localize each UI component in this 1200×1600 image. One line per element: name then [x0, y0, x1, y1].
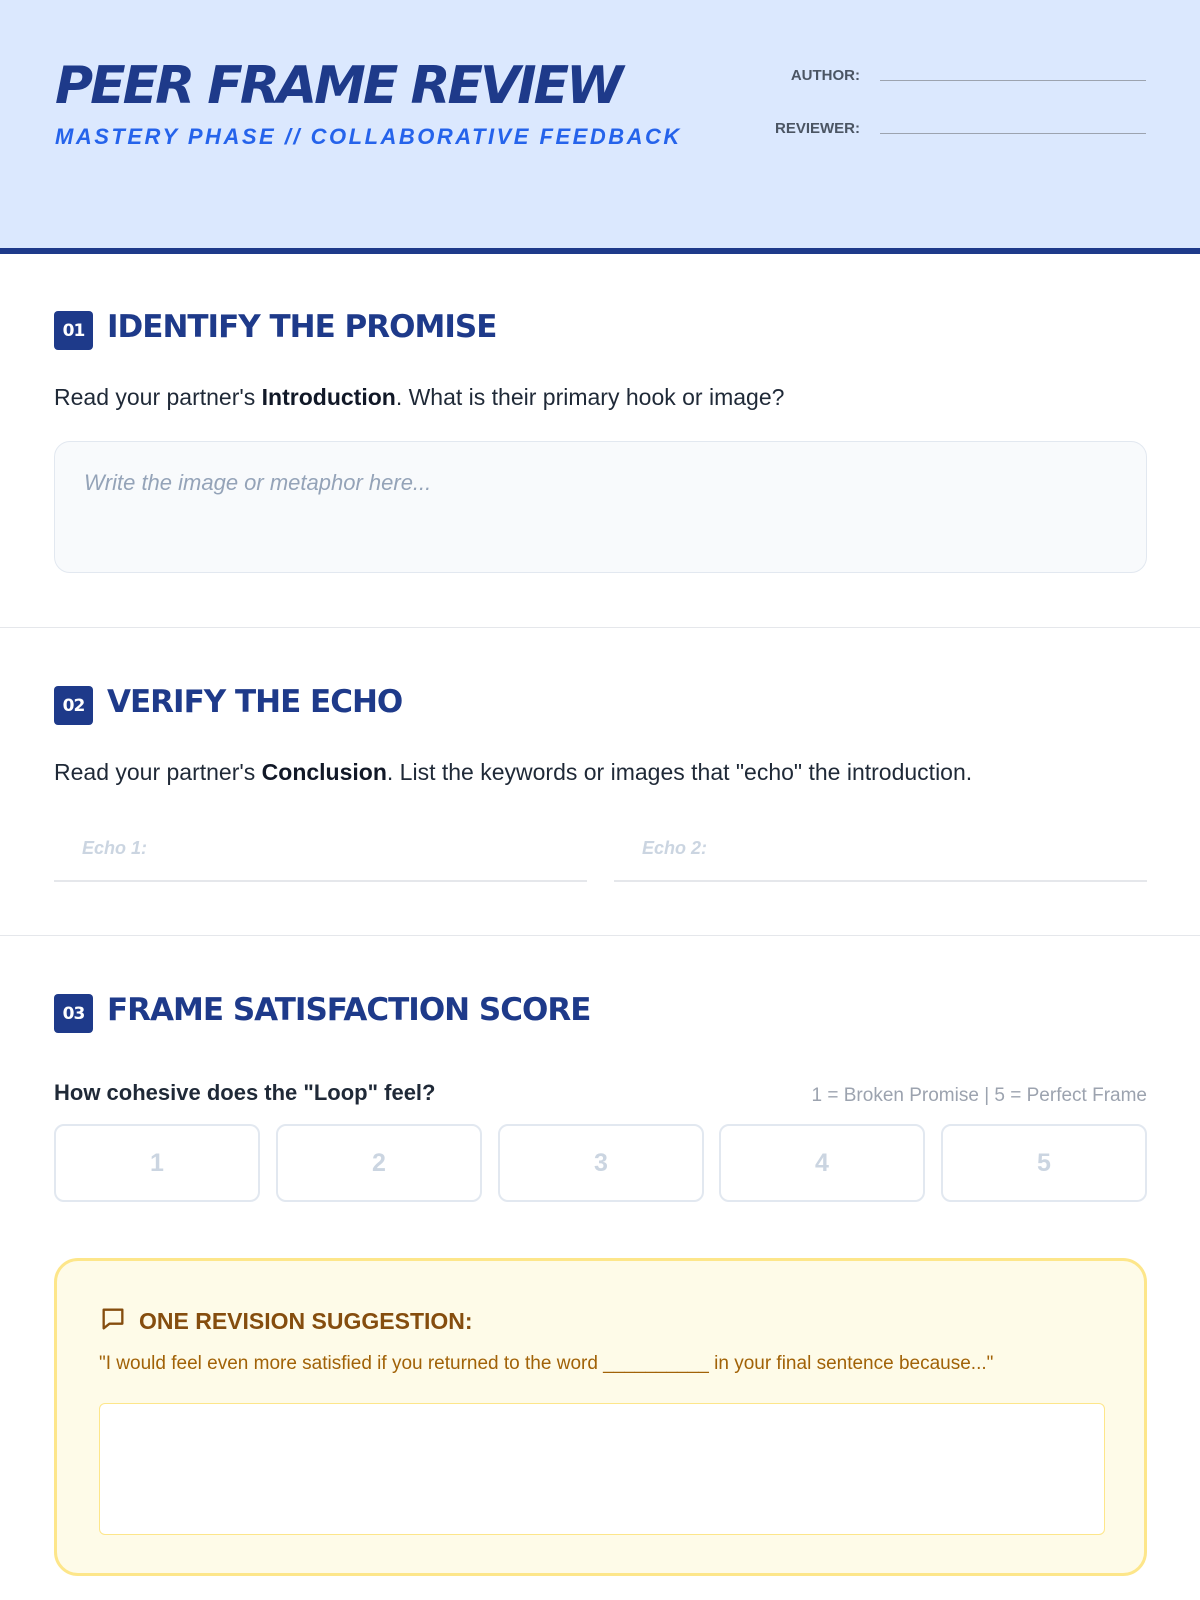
prompt-keyword: Introduction	[261, 384, 396, 410]
revision-suggestion-card	[54, 1258, 1147, 1576]
section-title: IDENTIFY THE PROMISE	[107, 309, 497, 345]
section-number-badge: 03	[54, 994, 93, 1033]
reviewer-field[interactable]	[880, 133, 1146, 134]
page-subtitle: MASTERY PHASE // COLLABORATIVE FEEDBACK	[55, 124, 682, 149]
promise-input-placeholder: Write the image or metaphor here...	[84, 470, 432, 495]
revision-prompt: "I would feel even more satisfied if you returned to the word __________ in your final sentence because..."	[99, 1353, 994, 1374]
prompt-text: . What is their primary hook or image?	[395, 384, 785, 410]
reviewer-label: REVIEWER:	[774, 120, 860, 137]
section-divider	[0, 627, 1200, 628]
revision-title: ONE REVISION SUGGESTION:	[139, 1308, 473, 1334]
score-option-5[interactable]: 5	[941, 1124, 1147, 1202]
score-question: How cohesive does the "Loop" feel?	[54, 1080, 436, 1105]
echo-1-field[interactable]	[54, 826, 587, 882]
score-option-4[interactable]: 4	[719, 1124, 925, 1202]
section-number-badge: 02	[54, 686, 93, 725]
prompt-text: Read your partner's	[54, 759, 262, 785]
revision-input[interactable]	[99, 1403, 1105, 1535]
prompt-text: Read your partner's	[54, 384, 262, 410]
author-label: AUTHOR:	[790, 67, 860, 84]
section-prompt	[54, 759, 972, 786]
score-legend: 1 = Broken Promise | 5 = Perfect Frame	[811, 1085, 1147, 1106]
comment-icon	[99, 1305, 127, 1338]
score-option-2[interactable]: 2	[276, 1124, 482, 1202]
score-option-1[interactable]: 1	[54, 1124, 260, 1202]
score-option-3[interactable]: 3	[498, 1124, 704, 1202]
section-title: VERIFY THE ECHO	[107, 684, 403, 720]
revision-header	[99, 1305, 473, 1338]
section-number-badge: 01	[54, 311, 93, 350]
promise-input[interactable]	[54, 441, 1147, 573]
section-title: FRAME SATISFACTION SCORE	[107, 992, 591, 1028]
echo-1-placeholder: Echo 1:	[82, 838, 148, 858]
echo-2-placeholder: Echo 2:	[642, 838, 708, 858]
page-header	[0, 0, 1200, 254]
prompt-keyword: Conclusion	[261, 759, 387, 785]
echo-2-field[interactable]	[614, 826, 1147, 882]
section-divider	[0, 935, 1200, 936]
author-field[interactable]	[880, 80, 1146, 81]
page-title: PEER FRAME REVIEW	[55, 56, 621, 116]
prompt-text: . List the keywords or images that "echo" the introduction.	[386, 759, 973, 785]
section-prompt	[54, 384, 784, 411]
